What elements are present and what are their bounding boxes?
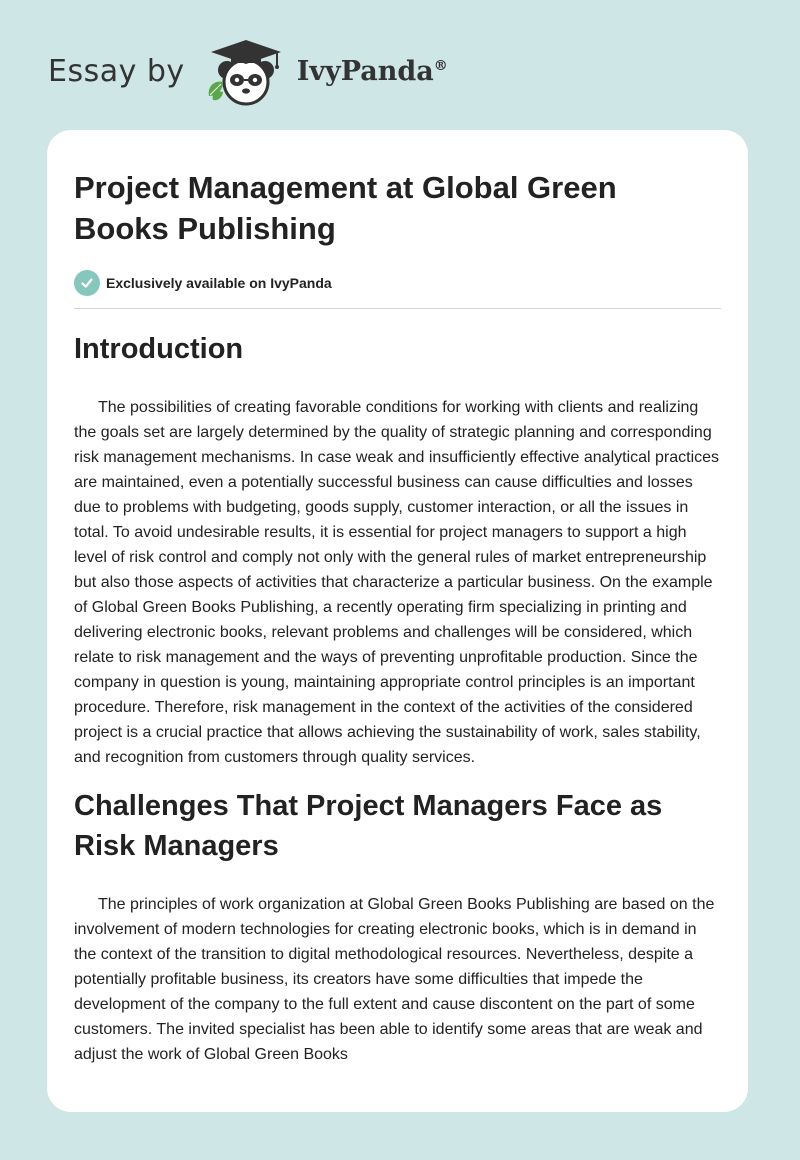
- page-title: Project Management at Global Green Books Publishing: [74, 170, 617, 246]
- registered-mark: ®: [433, 57, 448, 74]
- essay-content: [47, 130, 748, 1067]
- essay-card: [47, 130, 748, 1112]
- brand-name: [297, 56, 448, 87]
- ivypanda-logo[interactable]: [201, 34, 291, 108]
- section-paragraph-introduction: The possibilities of creating favorable conditions for working with clients and realizing the goals set are largely determined by the quality of strategic planning and corresponding risk management mechanisms. In case weak and insufficiently effective analytical practices are maintained, even a potentially successful business can cause difficulties and losses due to problems with budgeting, goods supply, customer interaction, or all the issues in total. To avoid undesirable results, it is essential for project managers to support a high level of risk control and comply not only with the general rules of market entrepreneurship but also those aspects of activities that characterize a particular business. On the example of Global Green Books Publishing, a recently operating firm specializing in printing and delivering electronic books, relevant problems and challenges will be considered, which relate to risk management and the ways of preventing unprofitable production. Since the company in question is young, maintaining appropriate control principles is an important procedure. Therefore, risk management in the context of the activities of the considered project is a crucial practice that allows achieving the sustainability of work, sales stability, and recognition from customers through quality services.: [74, 399, 720, 766]
- brand-name-text: IvyPanda: [296, 55, 434, 87]
- section-heading-introduction: Introduction: [74, 333, 244, 365]
- section-paragraph-challenges: The principles of work organization at Global Green Books Publishing are based on the involvement of modern technologies for creating electronic books, which is in demand in the context of the transition to digital methodological resources. Nevertheless, despite a potentially profitable business, its creators have some difficulties that impede the development of the company to the full extent and cause discontent on the part of some customers. The invited specialist has been able to identify some areas that are weak and adjust the work of Global Green Books: [74, 896, 715, 1063]
- site-header: [48, 34, 448, 108]
- panda-graduate-icon: [201, 34, 291, 108]
- exclusive-badge: [74, 270, 721, 296]
- essay-by-label: Essay by: [48, 53, 185, 89]
- exclusive-label: Exclusively available on IvyPanda: [106, 275, 332, 291]
- check-icon: [74, 270, 100, 296]
- section-heading-challenges: Challenges That Project Managers Face as Risk Managers: [74, 790, 663, 862]
- divider: [74, 308, 721, 309]
